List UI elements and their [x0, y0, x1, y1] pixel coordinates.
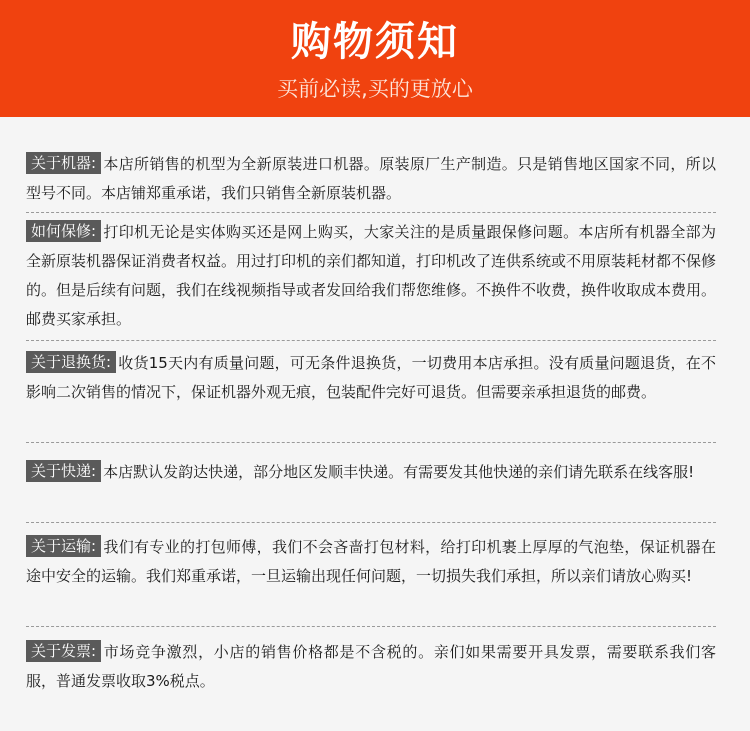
section-transport [26, 533, 716, 591]
section-text: 市场竞争激烈，小店的销售价格都是不含税的。亲们如果需要开具发票，需要联系我们客服，普通发票收取3%税点。 [26, 643, 716, 690]
section-tag: 关于发票: [26, 640, 101, 662]
page-subtitle: 买前必读,买的更放心 [277, 77, 473, 101]
section-text: 本店默认发韵达快递，部分地区发顺丰快递。有需要发其他快递的亲们请先联系在线客服! [103, 463, 695, 481]
section-tag: 关于退换货: [26, 351, 116, 373]
section-text: 我们有专业的打包师傅，我们不会吝啬打包材料，给打印机裹上厚厚的气泡垫，保证机器在途中安全的运输。我们郑重承诺，一旦运输出现任何问题，一切损失我们承担，所以亲们请放心购买! [26, 538, 716, 585]
divider [26, 626, 716, 627]
section-tag: 关于快递: [26, 460, 101, 482]
divider [26, 442, 716, 443]
divider [26, 340, 716, 341]
section-shipping [26, 458, 716, 487]
section-warranty [26, 218, 716, 334]
divider [26, 212, 716, 213]
page-title: 购物须知 [291, 19, 459, 65]
section-tag: 关于机器: [26, 152, 101, 174]
divider [26, 522, 716, 523]
section-returns [26, 349, 716, 407]
section-text: 打印机无论是实体购买还是网上购买，大家关注的是质量跟保修问题。本店所有机器全部为全新原装机器保证消费者权益。用过打印机的亲们都知道，打印机改了连供系统或不用原装耗材都不保修的。但是后续有问题，我们在线视频指导或者发回给我们帮您维修。不换件不收费，换件收取成本费用。邮费买家承担。 [26, 223, 717, 328]
section-invoice [26, 638, 716, 696]
section-text: 本店所销售的机型为全新原装进口机器。原装原厂生产制造。只是销售地区国家不同，所以型号不同。本店铺郑重承诺，我们只销售全新原装机器。 [26, 155, 716, 202]
header-banner [0, 0, 750, 117]
section-tag: 关于运输: [26, 535, 101, 557]
section-tag: 如何保修: [26, 220, 101, 242]
section-machine [26, 150, 716, 208]
section-text: 收货15天内有质量问题，可无条件退换货，一切费用本店承担。没有质量问题退货，在不影响二次销售的情况下，保证机器外观无痕，包装配件完好可退货。但需要亲承担退货的邮费。 [26, 354, 716, 401]
